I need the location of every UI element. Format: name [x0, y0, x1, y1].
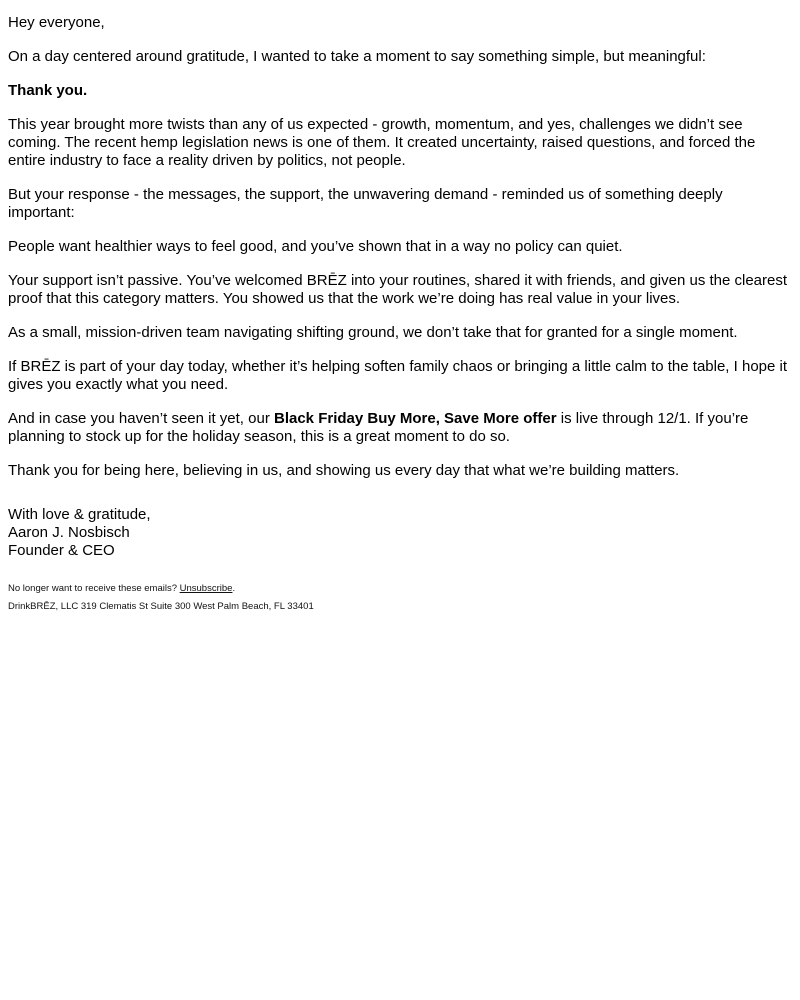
offer-paragraph	[8, 410, 792, 446]
signature-line-3: Founder & CEO	[8, 542, 115, 559]
unsubscribe-prefix: No longer want to receive these emails?	[8, 583, 180, 594]
paragraph-5: As a small, mission-driven team navigating shifting ground, we don’t take that for granted for a single moment.	[8, 324, 738, 341]
offer-text-before: And in case you haven’t seen it yet, our	[8, 410, 274, 427]
company-address: DrinkBRĒZ, LLC 319 Clematis St Suite 300 West Palm Beach, FL 33401	[8, 601, 314, 612]
paragraph-3: People want healthier ways to feel good, and you’ve shown that in a way no policy can quiet.	[8, 238, 623, 255]
paragraph-2: But your response - the messages, the support, the unwavering demand - reminded us of something deeply important:	[8, 186, 723, 221]
offer-text-after: is live through 12/1. If you’re planning to stock up for the holiday season, this is a great moment to do so.	[8, 410, 749, 445]
signature-line-1: With love & gratitude,	[8, 506, 151, 523]
signature-block	[8, 506, 792, 560]
paragraph-6: If BRĒZ is part of your day today, whether it’s helping soften family chaos or bringing a little calm to the table, I hope it gives you exactly what you need.	[8, 358, 788, 393]
signature-line-2: Aaron J. Nosbisch	[8, 524, 130, 541]
unsubscribe-link[interactable]: Unsubscribe	[179, 583, 233, 594]
thank-you-headline: Thank you.	[8, 82, 88, 99]
paragraph-1: This year brought more twists than any of us expected - growth, momentum, and yes, challenges we didn’t see coming. The recent hemp legislation news is one of them. It created uncertainty, raised questions, and forced the entire industry to face a reality driven by politics, not people.	[8, 116, 756, 169]
unsubscribe-suffix: .	[232, 583, 236, 594]
offer-highlight: Black Friday Buy More, Save More offer	[274, 410, 557, 427]
email-footer	[8, 582, 792, 613]
closing-paragraph: Thank you for being here, believing in us, and showing us every day that what we’re building matters.	[8, 462, 680, 479]
unsubscribe-line	[8, 582, 792, 595]
paragraph-4: Your support isn’t passive. You’ve welcomed BRĒZ into your routines, shared it with friends, and given us the clearest proof that this category matters. You showed us that the work we’re doing has real value in your lives.	[8, 272, 788, 307]
intro-text: On a day centered around gratitude, I wanted to take a moment to say something simple, but meaningful:	[8, 48, 706, 65]
greeting-text: Hey everyone,	[8, 14, 105, 31]
